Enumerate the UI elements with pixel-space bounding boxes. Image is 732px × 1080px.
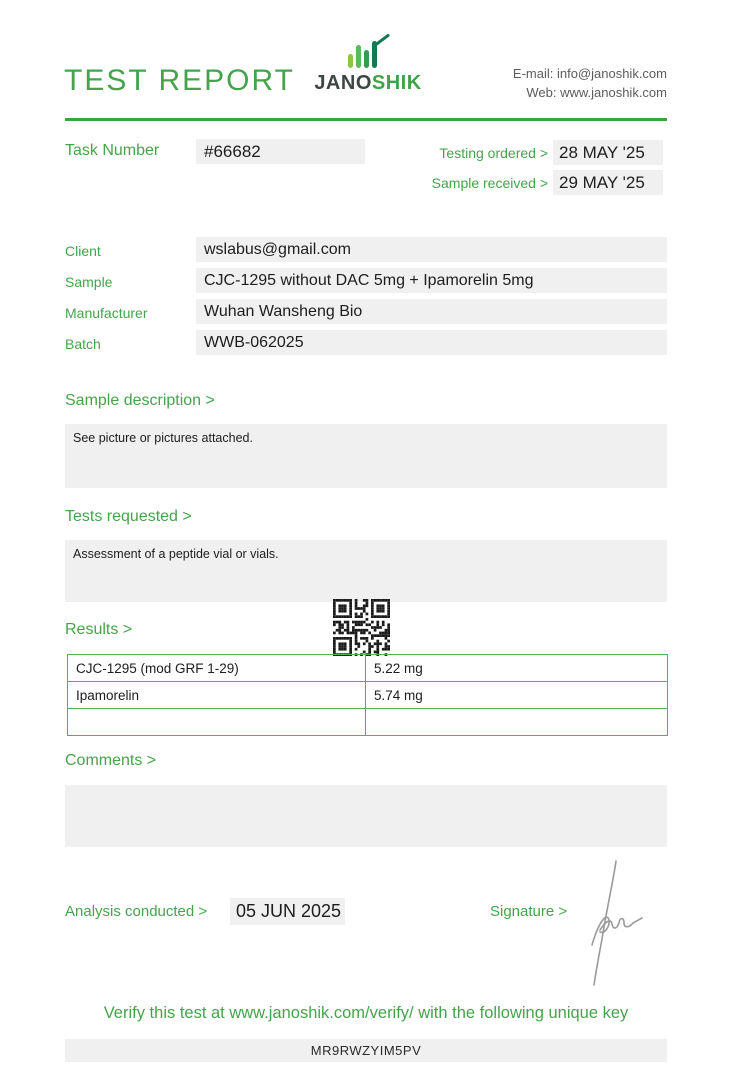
table-row	[68, 709, 668, 736]
sample-received-date: 29 MAY '25	[553, 170, 663, 195]
verify-instruction: Verify this test at www.janoshik.com/verify/ with the following unique key	[103, 1004, 629, 1022]
manufacturer-label: Manufacturer	[65, 305, 148, 321]
tests-requested-box	[65, 540, 667, 602]
result-value	[366, 709, 668, 736]
contact-email: E-mail: info@janoshik.com	[512, 66, 667, 81]
page-title: TEST REPORT	[64, 64, 295, 97]
testing-ordered-label: Testing ordered >	[439, 145, 548, 161]
result-name: CJC-1295 (mod GRF 1-29)	[68, 655, 366, 682]
batch-value: WWB-062025	[196, 330, 667, 355]
sample-description-box	[65, 424, 667, 488]
task-number-label: Task Number	[65, 142, 160, 159]
sample-value: CJC-1295 without DAC 5mg + Ipamorelin 5mg	[196, 268, 667, 293]
signature-label: Signature >	[490, 903, 568, 920]
comments-heading: Comments >	[65, 752, 157, 769]
manufacturer-value: Wuhan Wansheng Bio	[196, 299, 667, 324]
client-value: wslabus@gmail.com	[196, 237, 667, 262]
result-value: 5.22 mg	[366, 655, 668, 682]
contact-web: Web: www.janoshik.com	[526, 85, 667, 100]
signature-image	[578, 857, 666, 989]
verify-key: MR9RWZYIM5PV	[65, 1039, 667, 1062]
sample-description-text: See picture or pictures attached.	[73, 431, 253, 445]
results-heading: Results >	[65, 621, 133, 638]
result-name: Ipamorelin	[68, 682, 366, 709]
client-label: Client	[65, 243, 101, 259]
sample-description-heading: Sample description >	[65, 392, 215, 409]
logo-text-shik: SHIK	[371, 72, 422, 94]
tests-requested-text: Assessment of a peptide vial or vials.	[73, 547, 279, 561]
tests-requested-heading: Tests requested >	[65, 508, 192, 525]
task-number-value: #66682	[196, 139, 365, 164]
testing-ordered-date: 28 MAY '25	[553, 140, 663, 165]
result-name	[68, 709, 366, 736]
qr-code	[333, 599, 390, 656]
sample-received-label: Sample received >	[431, 175, 548, 191]
result-value: 5.74 mg	[366, 682, 668, 709]
analysis-date: 05 JUN 2025	[230, 898, 345, 925]
table-row	[68, 682, 668, 709]
sample-label: Sample	[65, 274, 113, 290]
table-row	[68, 655, 668, 682]
logo-wordmark	[314, 72, 422, 95]
analysis-conducted-label: Analysis conducted >	[65, 903, 208, 920]
results-table	[67, 654, 668, 736]
bar-chart-logo-icon	[344, 34, 392, 70]
batch-label: Batch	[65, 336, 101, 352]
comments-box	[65, 785, 667, 847]
janoshik-logo	[314, 34, 422, 95]
contact-info	[513, 64, 667, 102]
logo-text-jano: JANO	[314, 72, 372, 94]
header-divider	[65, 118, 667, 121]
